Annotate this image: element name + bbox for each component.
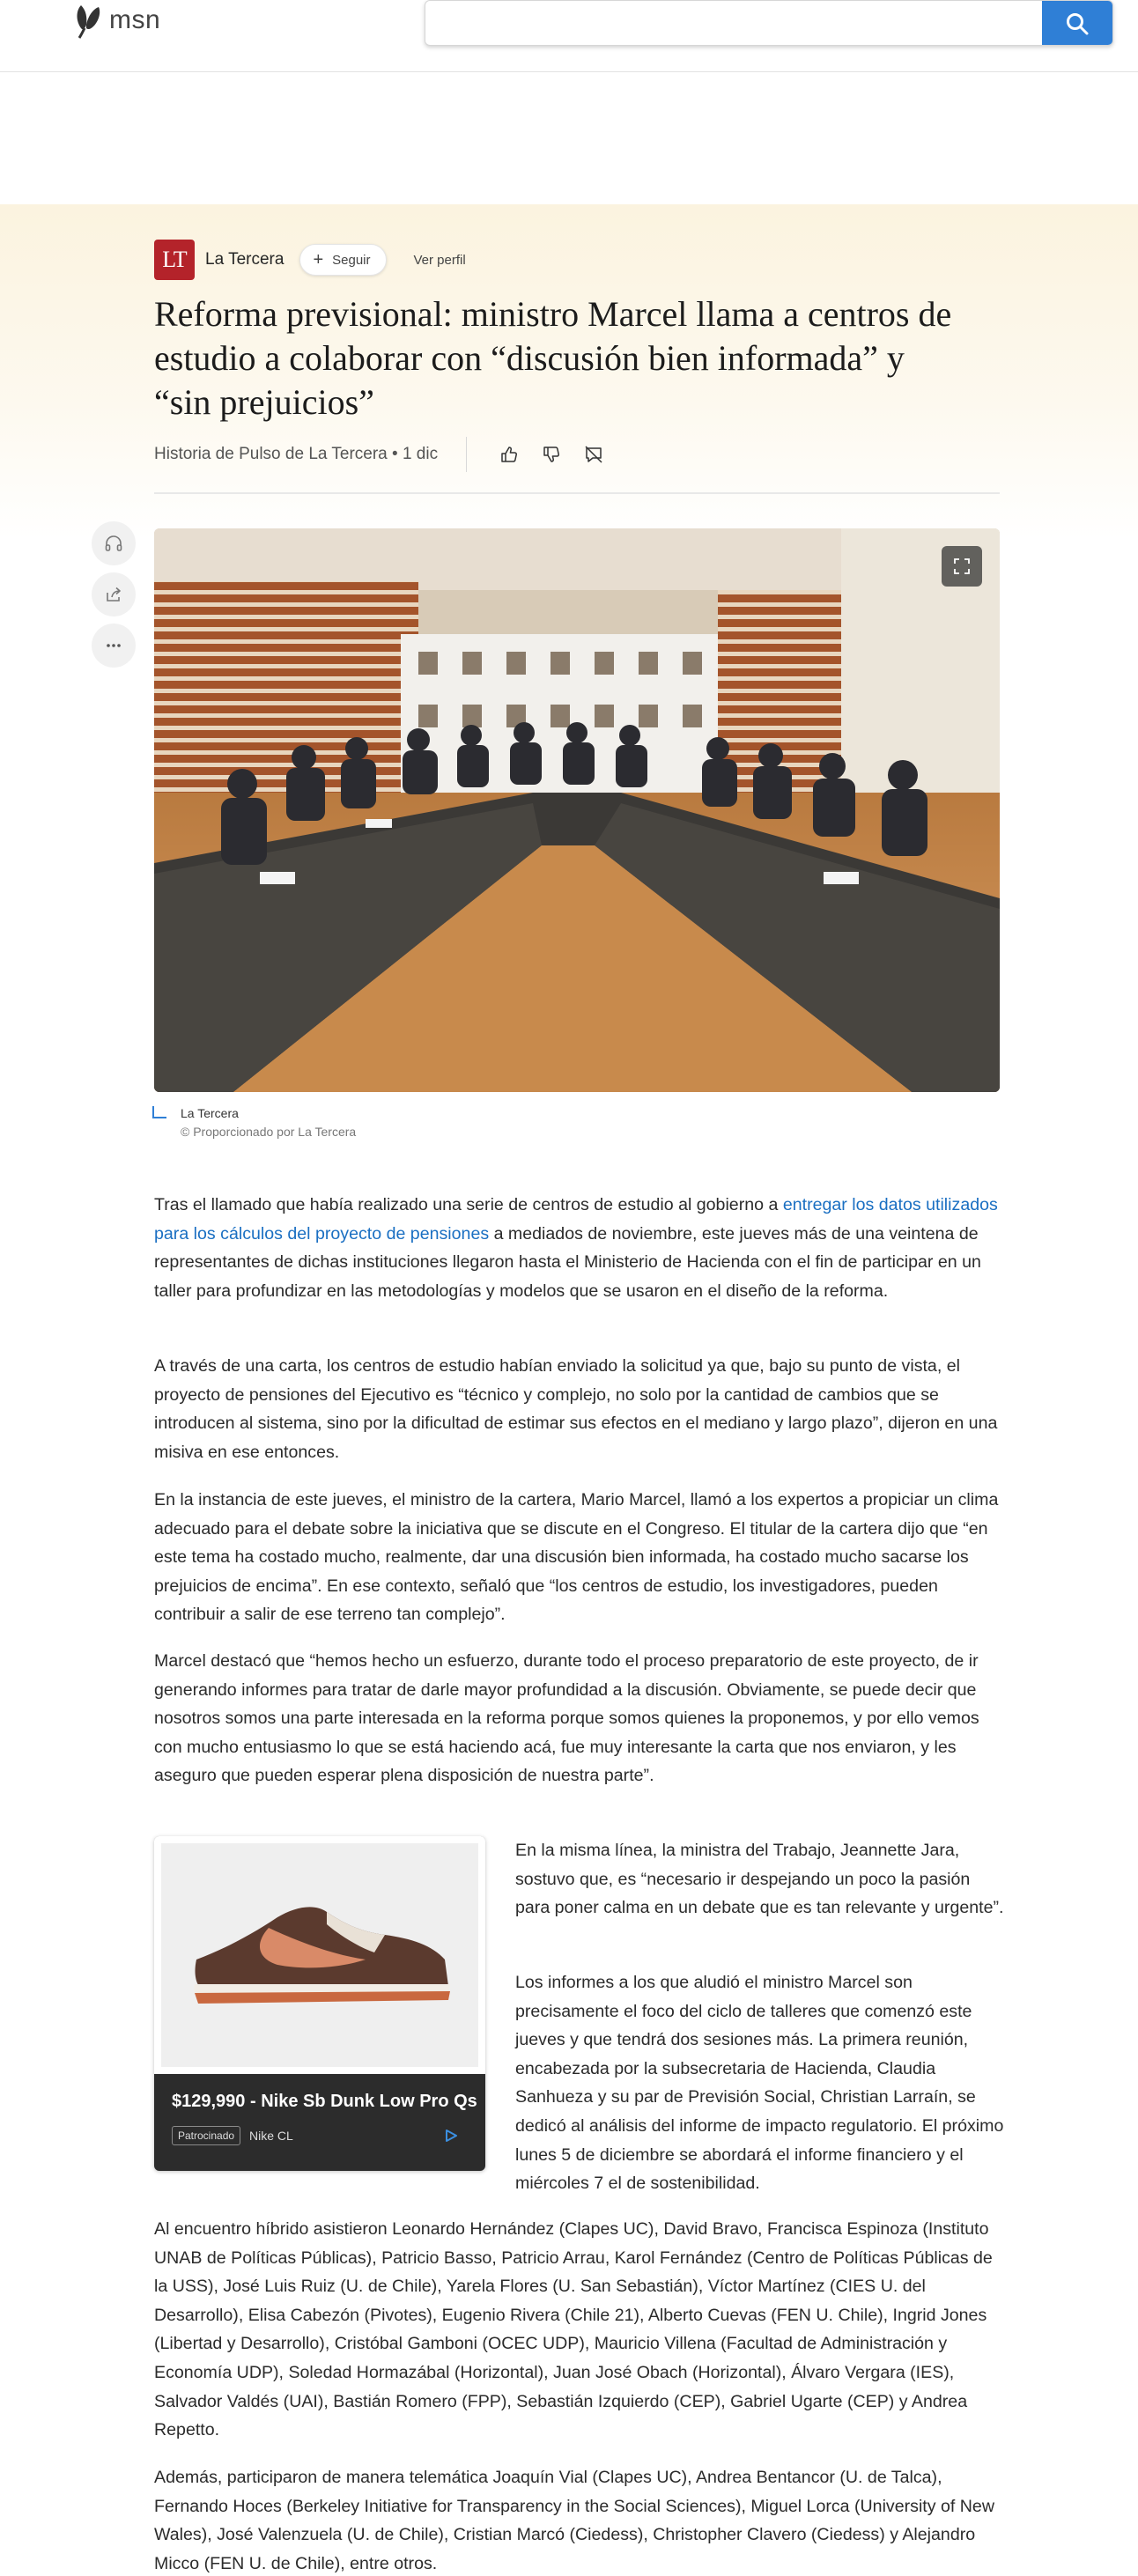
sneaker-icon — [154, 1836, 485, 2074]
paragraph-6: Los informes a los que aludió el ministro Marcel son precisamente el foco del ciclo de talleres que comenzó este jueves y que tendrá dos sesiones más. La primera reunión, encabezada por la subsecretaria de Hacienda, Claudia Sanhueza y su par de Previsión Social, Christian Larraín, se dedicó al análisis del informe de impacto regulatorio. El próximo lunes 5 de diciembre se abordará el informe financiero y el miércoles 7 el de sostenibilidad. — [515, 1973, 1004, 2194]
comments-off-button[interactable] — [573, 437, 615, 472]
search-icon — [1065, 11, 1090, 36]
paragraph-text: Tras el llamado que había realizado una serie de centros de estudio al gobierno a — [154, 1195, 783, 1214]
share-button[interactable] — [92, 572, 136, 616]
msn-logo[interactable] — [74, 2, 160, 39]
ad-title[interactable]: $129,990 - Nike Sb Dunk Low Pro Qs — [172, 2092, 477, 2111]
comment-off-icon — [583, 445, 604, 464]
publisher-logo[interactable]: LT — [154, 240, 195, 280]
follow-button[interactable] — [299, 244, 387, 276]
search-button[interactable] — [1042, 1, 1112, 46]
article-headline: Reforma previsional: ministro Marcel llama a centros de estudio a colaborar con “discusión bien informada” y “sin prejuicios” — [154, 294, 952, 422]
top-bar — [0, 0, 1138, 72]
search-box — [425, 0, 1113, 46]
search-input[interactable] — [425, 1, 1042, 45]
article-meta — [154, 437, 1000, 472]
fullscreen-icon — [952, 557, 972, 576]
paragraph-5: En la misma línea, la ministra del Trabajo, Jeannette Jara, sostuvo que, es “necesario ir despejando un poco la pasión para poner calma en un debate que es tan relevante y urgente”. — [515, 1841, 1004, 1918]
paragraph-7: Al encuentro híbrido asistieron Leonardo Hernández (Clapes UC), David Bravo, Francisca Espinoza (Instituto UNAB de Políticas Públicas), Patricio Basso, Patricio Arrau, Karol Fernández (Centro de Políticas Públicas de la USS), José Luis Ruiz (U. de Chile), Yarela Flores (U. San Sebastián), Víctor Martínez (CIES U. del Desarrollo), Elisa Cabezón (Pivotes), Eugenio Rivera (Chile 21), Alberto Cuevas (FEN U. Chile), Ingrid Jones (Libertad y Desarrollo), Cristóbal Gamboni (OCEC UDP), Mauricio Villena (Facultad de Administración y Economía UDP), Soledad Hormazábal (Horizontal), Juan José Obach (Horizontal), Álvaro Vergara (IES), Salvador Valdés (UAI), Bastián Romero (FPP), Sebastián Izquierdo (CEP), Gabriel Ugarte (CEP) y Andrea Repetto. — [154, 2219, 993, 2440]
thumbs-up-icon — [499, 445, 519, 464]
like-button[interactable] — [488, 437, 530, 472]
meeting-room-photo — [154, 528, 1000, 1092]
paragraph-8: Además, participaron de manera telemática Joaquín Vial (Clapes UC), Andrea Bentancor (U. de Talca), Fernando Hoces (Berkeley Initiative for Transparency in the Social Sciences), Miguel Lorca (University of New Wales), José Valenzuela (U. de Chile), Cristian Marcó (Ciedess), Christopher Clavero (Ciedess) y Alejandro Micco (FEN U. de Chile), entre otros. — [154, 2468, 994, 2573]
view-profile-link[interactable]: Ver perfil — [413, 252, 466, 268]
paragraph-2: A través de una carta, los centros de estudio habían enviado la solicitud ya que, bajo su punto de vista, el proyecto de pensiones del Ejecutivo es “técnico y complejo, no solo por la cantidad de cambios que se introducen al sistema, sino por la dificultad de estimar sus efectos en el mediano y largo plazo”, dijeron en una misiva en ese entonces. — [154, 1356, 998, 1462]
image-credit: © Proporcionado por La Tercera — [181, 1125, 357, 1139]
divider — [466, 437, 467, 472]
plus-icon: + — [313, 250, 324, 269]
follow-label: Seguir — [332, 252, 371, 268]
dislike-button[interactable] — [530, 437, 573, 472]
thumbs-down-icon — [542, 445, 561, 464]
byline: Historia de Pulso de La Tercera • 1 dic — [154, 445, 439, 463]
more-icon — [104, 636, 123, 655]
ad-brand: Nike CL — [249, 2129, 293, 2143]
paragraph-text: a mediados de noviembre, este jueves más de una veintena de representantes de dichas instituciones llegaron hasta el Ministerio de Hacienda con el fin de participar en un taller para profundizar en las metodologías y modelos que se usaron en el diseño de la reforma. — [154, 1223, 981, 1301]
sponsored-badge: Patrocinado — [172, 2126, 240, 2145]
more-options-button[interactable] — [92, 624, 136, 668]
pension-data-link[interactable]: entregar los datos utilizados para los cálculos del proyecto de pensiones — [154, 1195, 998, 1244]
publisher-bar — [154, 240, 466, 280]
paragraph-1 — [154, 1191, 1000, 1305]
share-icon — [104, 585, 123, 604]
caption-marker — [152, 1106, 166, 1118]
butterfly-icon — [74, 2, 104, 39]
ad-choices-icon[interactable] — [442, 2127, 460, 2144]
image-caption: La Tercera — [181, 1106, 239, 1120]
sponsored-ad-card[interactable] — [154, 1836, 485, 2171]
expand-image-button[interactable] — [942, 546, 982, 587]
paragraph-3: En la instancia de este jueves, el ministro de la cartera, Mario Marcel, llamó a los expertos a propiciar un clima adecuado para el debate sobre la iniciativa que se discute en el Congreso. El titular de la cartera dijo que “en este tema ha costado mucho, realmente, dar una discusión bien informada, ha costado mucho sacarse los prejuicios de encima”. En ese contexto, señaló que “los centros de estudio, los investigadores, pueden contribuir a salir de ese terreno tan complejo”. — [154, 1490, 999, 1625]
ad-image — [154, 1836, 485, 2074]
publisher-name[interactable]: La Tercera — [205, 250, 284, 269]
action-rail — [92, 521, 136, 675]
listen-button[interactable] — [92, 521, 136, 565]
header-divider — [154, 492, 1000, 494]
paragraph-4: Marcel destacó que “hemos hecho un esfuerzo, durante todo el proceso preparatorio de este proyecto, de ir generando informes para tratar de darle mayor profundidad a la discusión. Obviamente, se puede decir que nosotros somos una parte interesada en la reforma porque somos quienes la proponemos, y por ello vemos con mucho entusiasmo lo que se está haciendo acá, fue muy interesante la carta que nos enviaron, y les aseguro que pueden esperar plena disposición de nuestra parte”. — [154, 1651, 979, 1786]
article-image[interactable] — [154, 528, 1000, 1092]
headphones-icon — [104, 534, 123, 553]
logo-text: msn — [109, 5, 161, 34]
